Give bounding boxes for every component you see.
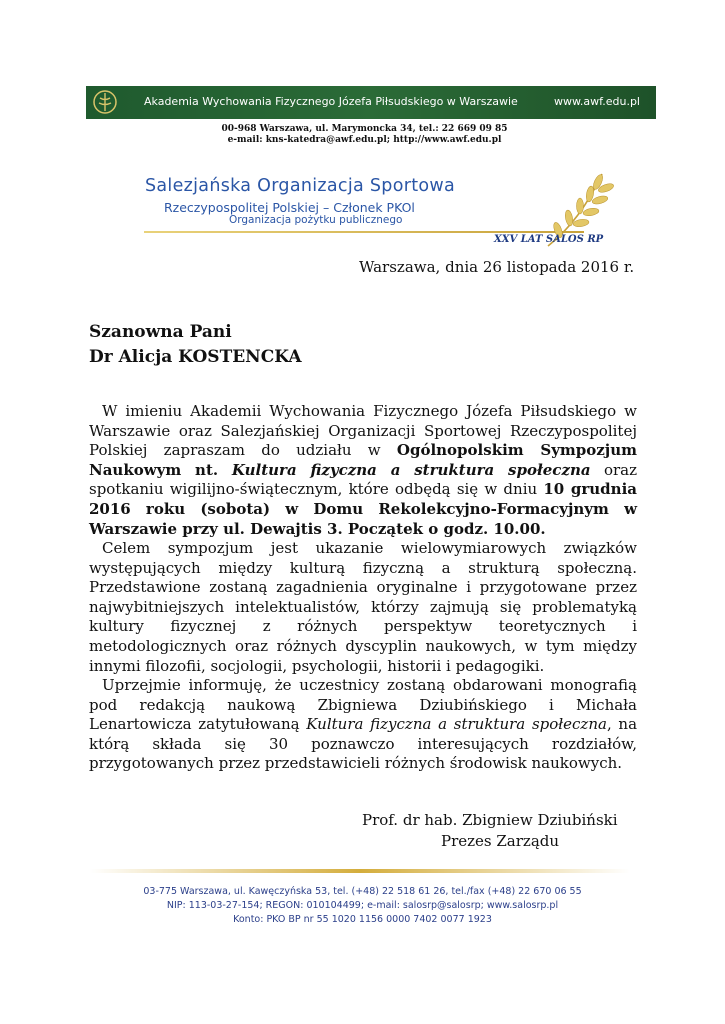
institution-name: Akademia Wychowania Fizycznego Józefa Piłsudskiego w Warszawie: [144, 95, 518, 108]
symposium-topic: Kultura fizyczna a struktura społeczna: [231, 460, 591, 479]
signature-name: Prof. dr hab. Zbigniew Dziubiński: [362, 811, 618, 829]
paragraph-purpose: [89, 539, 637, 676]
paragraph-monograph: [89, 676, 637, 774]
monograph-text-2: , na którą składa się 30 poznawczo interesujących rozdziałów, przygotowanych przez przedstawicieli różnych środowisk naukowych.: [89, 715, 638, 773]
salutation-line-1: Szanowna Pani: [89, 322, 232, 342]
invitation-text-1: W imieniu Akademii Wychowania Fizycznego Józefa Piłsudskiego w Warszawie oraz Salezjańskiej Organizacji Sportowej Rzeczypospolitej Polskiej zapraszam do udziału w: [89, 402, 637, 460]
paragraph-invitation: [89, 402, 637, 539]
salutation-line-2: Dr Alicja KOSTENCKA: [89, 347, 302, 367]
footer-divider: [90, 868, 630, 874]
organization-subtitle: Rzeczypospolitej Polskiej – Członek PKOl: [164, 200, 415, 215]
header-contact: e-mail: kns-katedra@awf.edu.pl; http://www.awf.edu.pl: [227, 135, 502, 145]
purpose-text: Celem sympozjum jest ukazanie wielowymiarowych związków występujących między kulturą fizyczną a strukturą społeczną. Przedstawione zostaną zagadnienia oryginalne i przygotowane przez najwybitniejszych intelektualistów, którzy zajmują się problematyką kultury fizycznej z różnych perspektyw teoretycznych i metodologicznych oraz różnych dyscyplin naukowych, w tym między innymi filozofii, socjologii, psychologii, historii i pedagogiki.: [89, 539, 637, 675]
event-date-venue: 10 grudnia 2016 roku (sobota) w Domu Rekolekcyjno-Formacyjnym w Warszawie przy ul. Dewajtis 3. Początek o godz. 10.00.: [89, 480, 637, 538]
signature-title: Prezes Zarządu: [441, 832, 560, 850]
letter-date: Warszawa, dnia 26 listopada 2016 r.: [359, 258, 635, 276]
footer-ids: NIP: 113-03-27-154; REGON: 010104499; e-mail: salosrp@salosrp; www.salosrp.pl: [166, 900, 559, 911]
symposium-name: Ogólnopolskim Sympozjum Naukowym nt.: [89, 441, 637, 479]
anniversary-mark: XXV LAT SALOS RP: [494, 234, 604, 245]
footer-address: 03-775 Warszawa, ul. Kawęczyńska 53, tel. (+48) 22 518 61 26, tel./fax (+48) 22 670 06 55: [143, 886, 582, 897]
header-address: 00-968 Warszawa, ul. Marymoncka 34, tel.: 22 669 09 85: [221, 124, 508, 134]
awf-header-banner: [86, 86, 656, 119]
institution-url[interactable]: www.awf.edu.pl: [553, 95, 640, 108]
footer-bank-account: Konto: PKO BP nr 55 1020 1156 0000 7402 0077 1923: [233, 914, 492, 925]
monograph-text-1: Uprzejmie informuję, że uczestnicy zostaną obdarowani monografią pod redakcją naukową Zbigniewa Dziubińskiego i Michała Lenartowicza zatytułowaną: [89, 676, 637, 734]
letterhead-divider: [144, 231, 584, 233]
awf-emblem-icon: [92, 89, 118, 116]
monograph-title: Kultura fizyczna a struktura społeczna: [306, 715, 607, 734]
organization-status: Organizacja pożytku publicznego: [229, 214, 403, 226]
invitation-text-2: oraz spotkaniu wigilijno-świątecznym, które odbędą się w dniu: [89, 460, 637, 499]
organization-name: Salezjańska Organizacja Sportowa: [145, 176, 456, 196]
